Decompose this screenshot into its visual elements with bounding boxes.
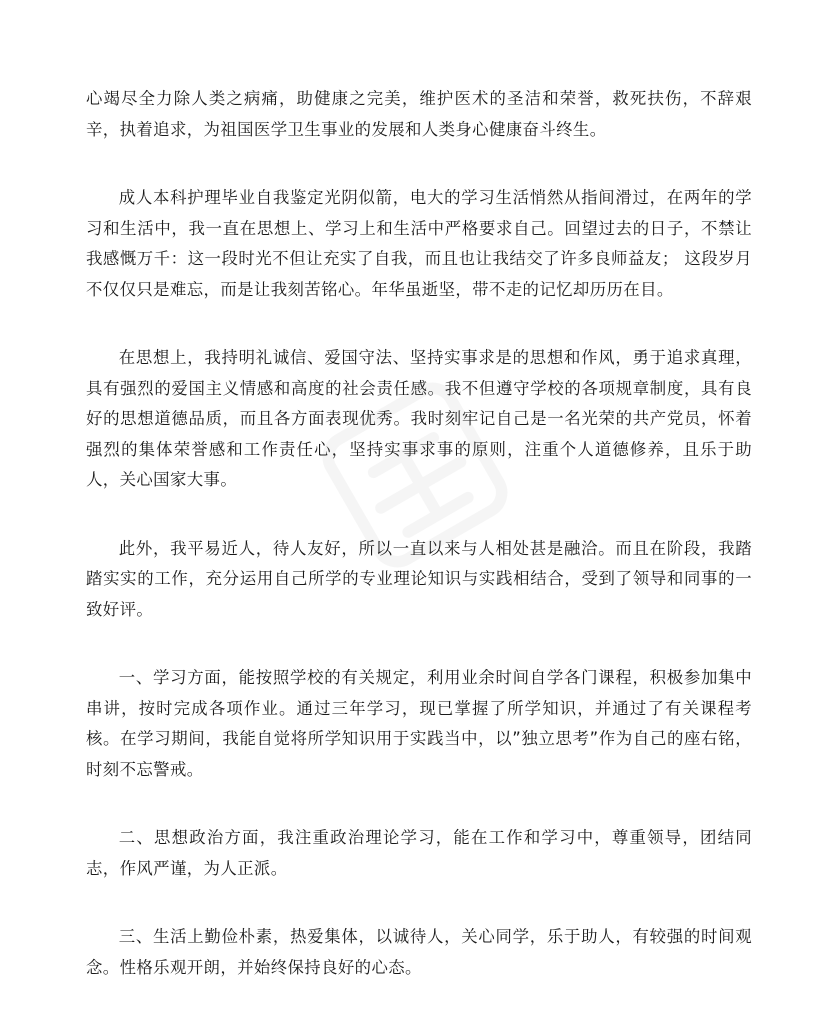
paragraph-7: 三、生活上勤俭朴素，热爱集体，以诚待人，关心同学，乐于助人，有较强的时间观念。性格乐观开朗，并始终保持良好的心态。 bbox=[86, 927, 752, 977]
paragraph-3: 在思想上，我持明礼诚信、爱国守法、坚持实事求是的思想和作风，勇于追求真理，具有强烈的爱国主义情感和高度的社会责任感。我不但遵守学校的各项规章制度，具有良好的思想道德品质，而且各方面表现优秀。我时刻牢记自己是一名光荣的共产党员，怀着强烈的集体荣誉感和工作责任心，坚持实事求事的原则，注重个人道德修养，且乐于助人，关心国家大事。 bbox=[86, 348, 752, 489]
paragraph-4: 此外，我平易近人，待人友好，所以一直以来与人相处甚是融洽。而且在阶段，我踏踏实实的工作，充分运用自己所学的专业理论知识与实践相结合，受到了领导和同事的一致好评。 bbox=[86, 538, 752, 619]
paragraph-2: 成人本科护理毕业自我鉴定光阴似箭，电大的学习生活悄然从指间滑过，在两年的学习和生活中，我一直在思想上、学习上和生活中严格要求自己。回望过去的日子，不禁让我感慨万千：这一段时光不但让充实了自我，而且也让我结交了许多良师益友； 这段岁月不仅仅只是难忘，而是让我刻苦铭心。年华虽逝坚，带不走的记忆却历历在目。 bbox=[86, 188, 752, 299]
paragraph-1: 心竭尽全力除人类之病痛，助健康之完美，维护医术的圣洁和荣誉，救死扶伤，不辞艰辛，执着追求，为祖国医学卫生事业的发展和人类身心健康奋斗终生。 bbox=[86, 89, 752, 139]
paragraph-5: 一、学习方面，能按照学校的有关规定，利用业余时间自学各门课程，积极参加集中串讲，按时完成各项作业。通过三年学习，现已掌握了所学知识，并通过了有关课程考核。在学习期间，我能自觉将所学知识用于实践当中，以”独立思考”作为自己的座右铭，时刻不忘警戒。 bbox=[86, 668, 752, 779]
document-body bbox=[86, 84, 752, 1021]
paragraph-6: 二、思想政治方面，我注重政治理论学习，能在工作和学习中，尊重领导，团结同志，作风严谨，为人正派。 bbox=[86, 828, 752, 878]
